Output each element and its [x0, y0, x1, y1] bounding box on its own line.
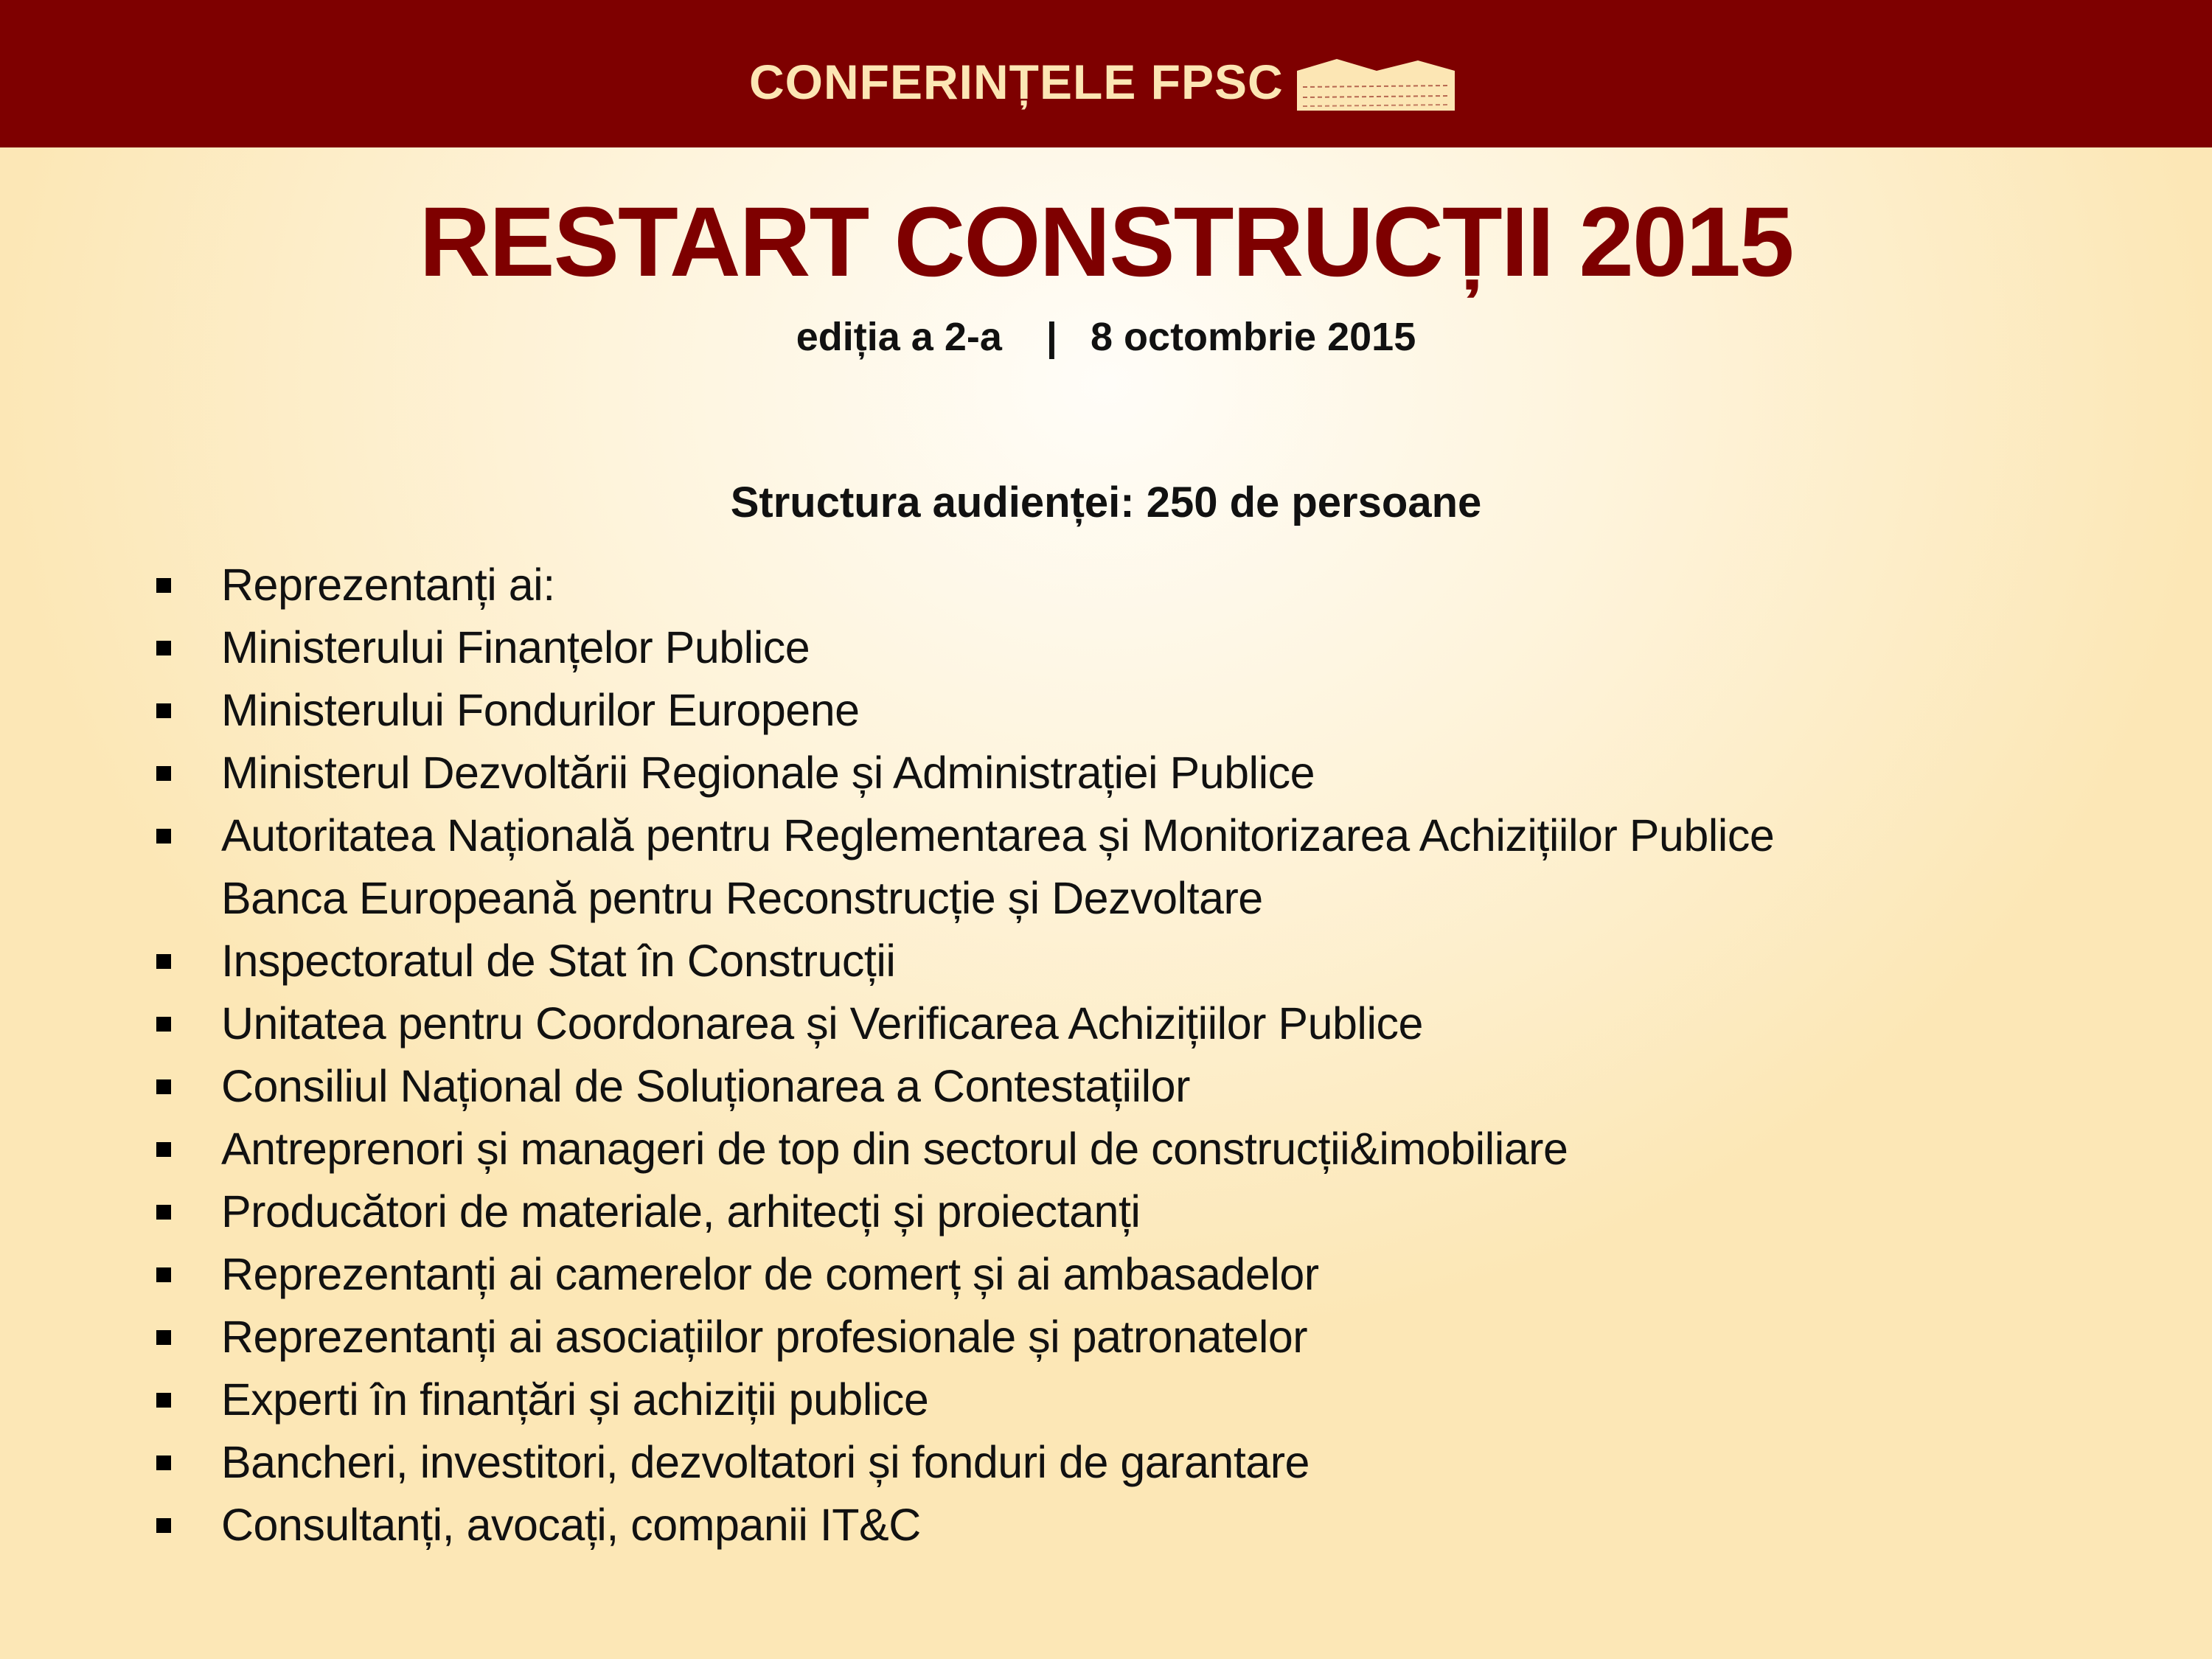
page-title: RESTART CONSTRUCȚII 2015	[419, 187, 1793, 297]
list-item	[0, 684, 2212, 746]
square-bullet-icon	[156, 1079, 171, 1094]
list-item	[0, 934, 2212, 997]
list-item	[0, 1060, 2212, 1122]
list-item	[0, 809, 2212, 872]
list-item-text: Bancheri, investitori, dezvoltatori și fonduri de garantare	[221, 1437, 1310, 1487]
list-item	[0, 872, 2212, 934]
square-bullet-icon	[156, 1205, 171, 1220]
list-item-text: Reprezentanți ai camerelor de comerț și ai ambasadelor	[221, 1249, 1319, 1299]
list-item-text: Consiliul Național de Soluționarea a Contestațiilor	[221, 1061, 1190, 1111]
brand-name: CONFERINȚELE FPSC	[749, 55, 1284, 109]
square-bullet-icon	[156, 954, 171, 969]
list-item-text: Inspectoratul de Stat în Construcții	[221, 936, 896, 986]
square-bullet-icon	[156, 703, 171, 718]
list-item	[0, 1436, 2212, 1498]
square-bullet-icon	[156, 1142, 171, 1157]
square-bullet-icon	[156, 766, 171, 781]
list-item	[0, 1122, 2212, 1185]
list-item-text: Consultanți, avocați, companii IT&C	[221, 1500, 921, 1550]
list-item-text: Reprezentanți ai asociațiilor profesionale și patronatelor	[221, 1312, 1308, 1362]
list-item-text: Unitatea pentru Coordonarea și Verificarea Achizițiilor Publice	[221, 998, 1423, 1048]
list-item	[0, 746, 2212, 809]
list-item	[0, 621, 2212, 684]
list-item	[0, 558, 2212, 621]
square-bullet-icon	[156, 1393, 171, 1408]
list-item-text: Ministerului Finanțelor Publice	[221, 622, 810, 672]
list-item-text: Autoritatea Națională pentru Reglementarea și Monitorizarea Achizițiilor Publice	[221, 810, 1775, 860]
list-item	[0, 1498, 2212, 1561]
square-bullet-icon	[156, 829, 171, 844]
audience-heading: Structura audienței: 250 de persoane	[730, 479, 1482, 526]
list-item	[0, 1373, 2212, 1436]
list-item-text: Ministerul Dezvoltării Regionale și Administrației Publice	[221, 748, 1315, 798]
square-bullet-icon	[156, 1017, 171, 1032]
list-item-text: Reprezentanți ai:	[221, 560, 555, 610]
list-item-text: Antreprenori și manageri de top din sectorul de construcții&imobiliare	[221, 1124, 1568, 1174]
square-bullet-icon	[156, 1267, 171, 1282]
list-item-text: Experti în finanțări și achiziții publice	[221, 1374, 929, 1425]
square-bullet-icon	[156, 1330, 171, 1345]
list-item-text: Ministerului Fondurilor Europene	[221, 685, 860, 735]
list-item	[0, 1185, 2212, 1248]
list-item-text: Producători de materiale, arhitecți și proiectanți	[221, 1186, 1141, 1237]
square-bullet-icon	[156, 641, 171, 655]
square-bullet-icon	[156, 578, 171, 593]
square-bullet-icon	[156, 1518, 171, 1533]
edition-date-subtitle: ediția a 2-a | 8 octombrie 2015	[796, 315, 1416, 359]
list-item	[0, 1310, 2212, 1373]
square-bullet-icon	[156, 1455, 171, 1470]
list-item-text: Banca Europeană pentru Reconstrucție și Dezvoltare	[221, 873, 1263, 923]
list-item	[0, 997, 2212, 1060]
list-item	[0, 1248, 2212, 1310]
